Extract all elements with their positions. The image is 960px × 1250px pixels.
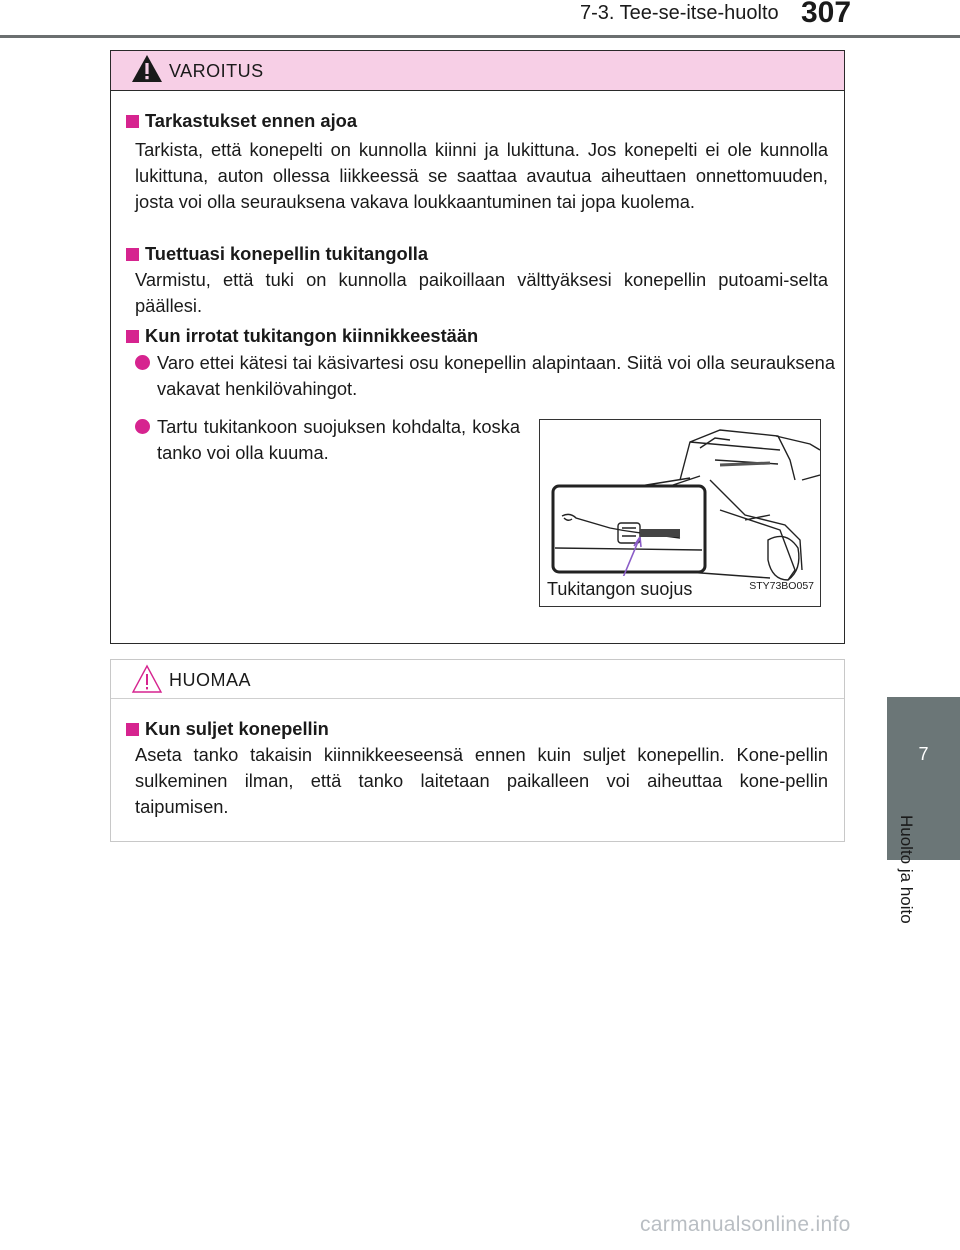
warning-box bbox=[110, 50, 845, 644]
square-bullet-icon bbox=[126, 723, 139, 736]
illustration-code: STY73BO057 bbox=[749, 580, 814, 592]
illustration-callout-label: Tukitangon suojus bbox=[545, 576, 694, 602]
notice-title: HUOMAA bbox=[169, 670, 252, 690]
section-title: 7-3. Tee-se-itse-huolto bbox=[580, 2, 779, 24]
list-item: Varo ettei kätesi tai käsivartesi osu konepellin alapintaan. Siitä voi olla seurauksena vakavat henkilövahingot. bbox=[135, 350, 835, 402]
square-bullet-icon bbox=[126, 115, 139, 128]
hood-support-rod-illustration bbox=[539, 419, 821, 607]
warning-text-1: Tarkista, että konepelti on kunnolla kiinni ja lukittuna. Jos konepelti ei ole kunnolla lukittuna, auton ollessa liikkeessä se saattaa avautua aiheuttaen onnettomuuden, josta voi olla seurauksena vakava loukkaantuminen tai jopa kuolema. bbox=[135, 139, 828, 212]
notice-heading: Kun suljet konepellin bbox=[126, 716, 329, 742]
notice-text: Aseta tanko takaisin kiinnikkeeseensä ennen kuin suljet konepellin. Kone-pellin sulkeminen ilman, että tanko laitetaan paikalleen voi aiheuttaa kone-pellin taipumisen. bbox=[135, 744, 828, 817]
notice-box bbox=[110, 659, 845, 842]
warning-heading-3: Kun irrotat tukitangon kiinnikkeestään bbox=[126, 323, 478, 349]
watermark-text: carmanualsonline.info bbox=[640, 1213, 851, 1236]
warning-text-2: Varmistu, että tuki on kunnolla paikoillaan välttyäksesi konepellin putoami-selta päällesi. bbox=[135, 269, 828, 316]
round-bullet-icon bbox=[135, 419, 150, 434]
round-bullet-icon bbox=[135, 355, 150, 370]
header-rule bbox=[0, 35, 960, 38]
chapter-title: Huolto ja hoito bbox=[897, 815, 916, 924]
list-item: Tartu tukitankoon suojuksen kohdalta, koska tanko voi olla kuuma. bbox=[135, 414, 525, 466]
square-bullet-icon bbox=[126, 248, 139, 261]
warning-heading-2: Tuettuasi konepellin tukitangolla bbox=[126, 241, 428, 267]
square-bullet-icon bbox=[126, 330, 139, 343]
page-number: 307 bbox=[801, 0, 852, 29]
warning-title: VAROITUS bbox=[169, 61, 264, 81]
chapter-number: 7 bbox=[918, 744, 929, 764]
warning-heading-1: Tarkastukset ennen ajoa bbox=[126, 108, 357, 134]
